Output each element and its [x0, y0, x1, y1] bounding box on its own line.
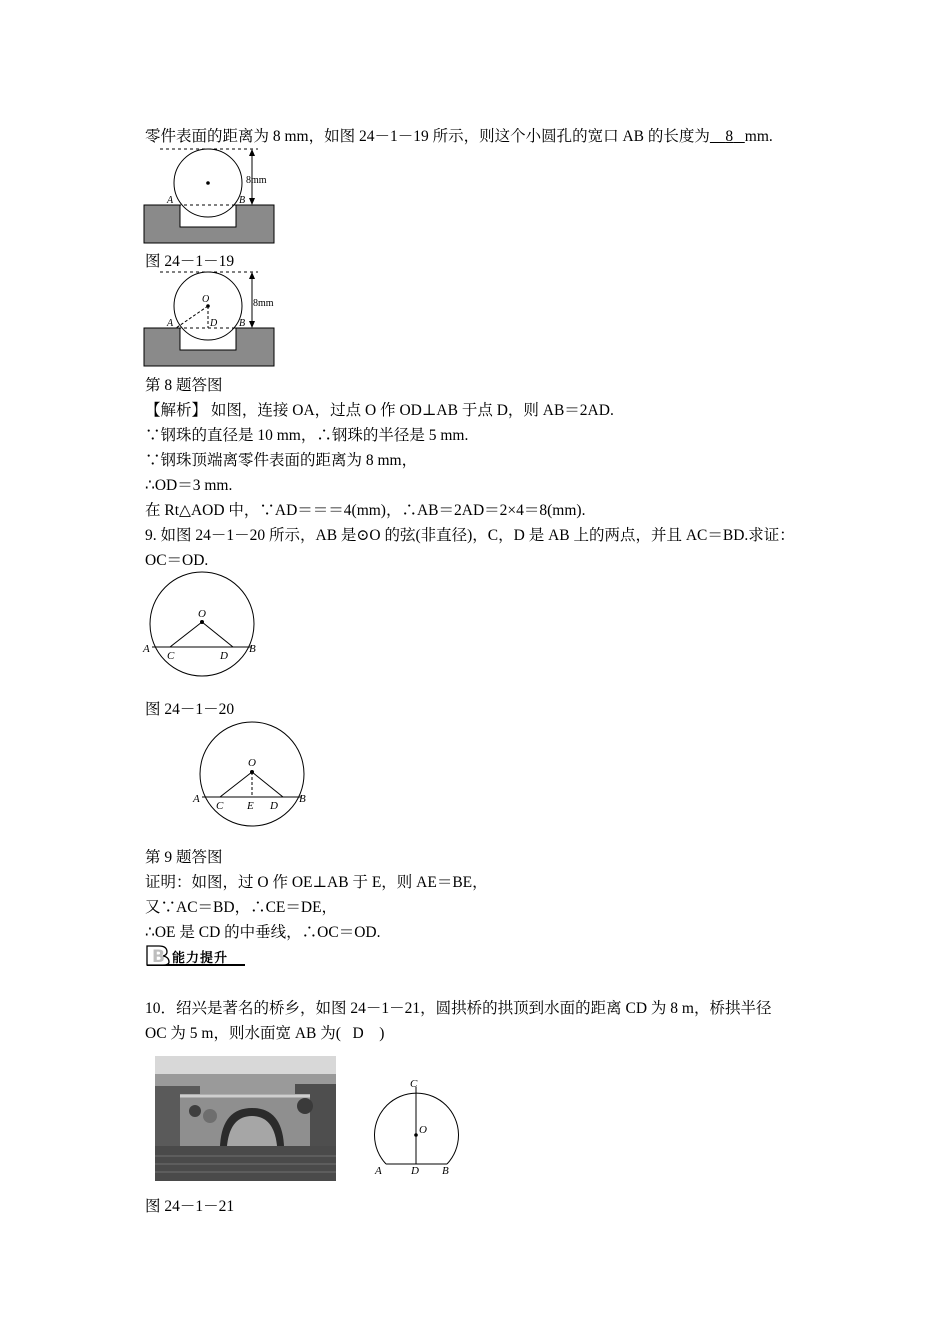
label-b: B: [239, 318, 246, 329]
label-o: O: [202, 294, 210, 305]
q9-line2: OC＝OD.: [145, 552, 209, 569]
fig-24-1-20-caption: 图 24－1－20: [145, 701, 235, 718]
q9-proof-line: 又∵AC＝BD，∴CE＝DE，: [145, 899, 338, 916]
label-b: B: [442, 1165, 449, 1177]
q10-text: OC 为 5 m，则水面宽 AB 为(: [145, 1025, 341, 1042]
q8-analysis-line: 在 Rt△AOD 中，∵AD＝＝＝4(mm)，∴AB＝2AD＝2×4＝8(mm).: [145, 502, 586, 519]
figure-q9-answer: [190, 722, 320, 832]
fig-24-1-19-caption: 图 24－1－19: [145, 253, 235, 270]
label-d: D: [210, 318, 218, 329]
bridge-photo: [155, 1056, 336, 1181]
q8-analysis-line: ∴OD＝3 mm.: [145, 477, 233, 494]
q8-unit: mm.: [744, 128, 773, 145]
fig-q9-answer-caption: 第 9 题答图: [145, 849, 223, 866]
section-badge-label: 能力提升: [172, 951, 229, 966]
label-o: O: [419, 1124, 427, 1136]
label-b: B: [299, 793, 306, 805]
label-a: A: [193, 793, 200, 805]
figure-q8-answer: [140, 268, 290, 370]
q8-answer: 8: [725, 128, 734, 145]
dim-label: 8mm: [246, 175, 267, 186]
label-c: C: [167, 650, 175, 662]
q8-analysis-line: ∵钢珠的直径是 10 mm，∴钢珠的半径是 5 mm.: [145, 427, 469, 444]
q8-answer-blank: [710, 128, 745, 145]
label-b: B: [249, 643, 256, 655]
label-a: A: [143, 643, 150, 655]
q9-proof-line: ∴OE 是 CD 的中垂线，∴OC＝OD.: [145, 924, 381, 941]
figure-24-1-19: [140, 145, 290, 247]
q9-proof-line: 证明：如图，过 O 作 OE⊥AB 于 E，则 AE＝BE，: [145, 874, 488, 891]
q8-analysis-line: ∵钢珠顶端离零件表面的距离为 8 mm，: [145, 452, 418, 469]
label-c: C: [216, 800, 224, 812]
q10-answer: D: [352, 1025, 364, 1042]
label-a: A: [167, 318, 174, 329]
dim-label: 8mm: [253, 298, 274, 309]
fig-q8-answer-caption: 第 8 题答图: [145, 377, 223, 394]
q10-close-paren: ): [379, 1025, 385, 1042]
fig-24-1-21-caption: 图 24－1－21: [145, 1198, 235, 1215]
q8-analysis-line: 【解析】 如图，连接 OA，过点 O 作 OD⊥AB 于点 D，则 AB＝2AD.: [145, 402, 614, 419]
badge-letter: B: [152, 947, 165, 967]
label-c: C: [410, 1078, 418, 1090]
q9-line1: 9. 如图 24－1－20 所示，AB 是⊙O 的弦(非直径)，C，D 是 AB 上的两点，并且 AC＝BD.求证：: [145, 527, 795, 544]
q10-line2: [145, 1024, 384, 1044]
label-a: A: [167, 195, 174, 206]
label-o: O: [198, 608, 206, 620]
label-d: D: [270, 800, 278, 812]
q8-line1: [145, 127, 773, 147]
label-e: E: [247, 800, 254, 812]
label-b: B: [239, 195, 246, 206]
label-d: D: [411, 1165, 419, 1177]
label-d: D: [220, 650, 228, 662]
q8-text: 零件表面的距离为 8 mm，如图 24－1－19 所示，则这个小圆孔的宽口 AB 的长度为: [145, 128, 710, 145]
label-a: A: [375, 1165, 382, 1177]
label-o: O: [248, 757, 256, 769]
q10-line1: 10．绍兴是著名的桥乡，如图 24－1－21，圆拱桥的拱顶到水面的距离 CD 为 8 m，桥拱半径: [145, 1000, 772, 1017]
figure-24-1-20: [140, 572, 270, 682]
figure-24-1-21-diagram: [365, 1075, 475, 1183]
